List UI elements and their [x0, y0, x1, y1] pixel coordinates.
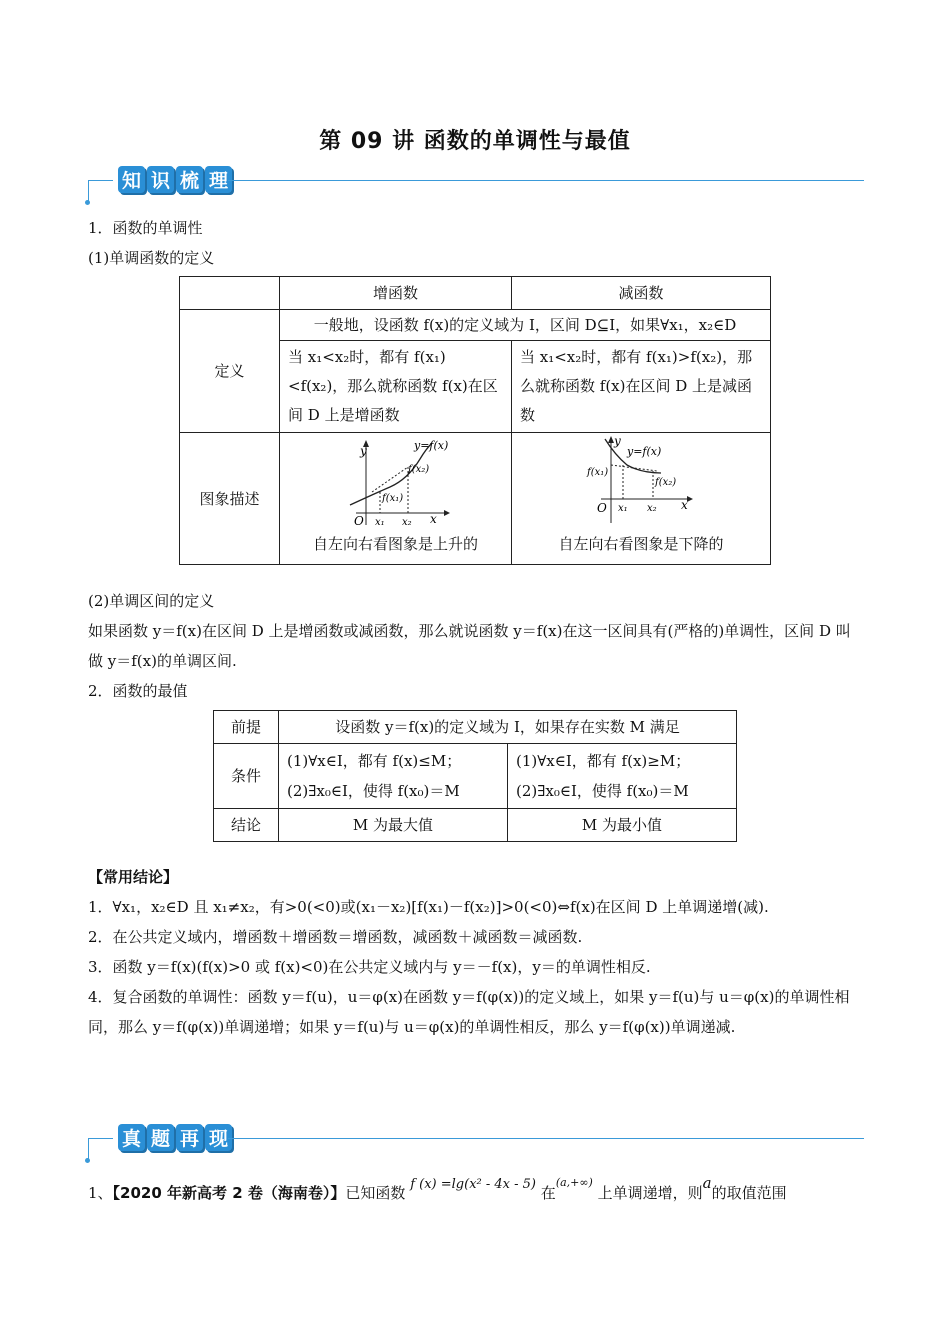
graph-x-label: x [681, 498, 688, 512]
graph-x1-label: x₁ [618, 503, 628, 514]
banner-char: 识 [147, 166, 174, 193]
banner-char: 题 [147, 1124, 174, 1151]
conclusion-label: 结论 [214, 809, 279, 842]
problem-formula: f (x) =lg(x² - 4x - 5) [410, 1177, 537, 1192]
premise-label: 前提 [214, 711, 279, 744]
problem-interval: (a,+∞) [555, 1176, 593, 1189]
graph-x-label: x [429, 512, 437, 526]
max-condition-2: (2)∃x₀∈I，使得 f(x₀)＝M [287, 782, 460, 800]
row-graph-label: 图象描述 [180, 433, 280, 565]
min-condition-1: (1)∀x∈I，都有 f(x)≥M； [516, 752, 691, 770]
graph-fx-label: y=f(x) [627, 445, 662, 458]
max-conclusion: M 为最大值 [279, 809, 508, 842]
definition-decreasing: 当 x₁<x₂时，都有 f(x₁)>f(x₂)，那么就称函数 f(x)在区间 D 上是减函数 [512, 341, 771, 433]
graph-x1-label: x₁ [374, 517, 385, 528]
banner-char: 梳 [176, 166, 203, 193]
interval-definition: 如果函数 y＝f(x)在区间 D 上是增函数或减函数，那么就说函数 y＝f(x)在这一区间具有(严格的)单调性，区间 D 叫做 y＝f(x)的单调区间. [88, 622, 851, 670]
graph-fx2-label: f(x₂) [655, 477, 677, 488]
problem-text: 上单调递增，则 [597, 1184, 703, 1202]
section-banner-past-exams [88, 1124, 864, 1158]
graph-fx-label: y=f(x) [413, 439, 448, 452]
graph-y-label: y [614, 435, 621, 448]
monotonic-table [179, 276, 771, 565]
graph-fx1-label: f(x₁) [381, 493, 403, 504]
section-1-heading: 1．函数的单调性 [88, 219, 203, 237]
problem-source: 【2020 年新高考 2 卷（海南卷）】 [112, 1184, 346, 1202]
graph-decreasing-cell [512, 433, 771, 565]
conclusion-item: 3．函数 y＝f(x)(f(x)>0 或 f(x)<0)在公共定义域内与 y＝－f(x)，y＝的单调性相反. [88, 958, 651, 976]
graph-increasing-cell [280, 433, 512, 565]
increasing-graph [336, 437, 456, 529]
condition-label: 条件 [214, 744, 279, 809]
max-condition-1: (1)∀x∈I，都有 f(x)≤M； [287, 752, 462, 770]
graph-fx1-label: f(x₁) [587, 467, 609, 478]
problem-text: 已知函数 [345, 1184, 406, 1202]
subsection-2-heading: (2)单调区间的定义 [88, 592, 215, 610]
problem-text: 在 [540, 1184, 556, 1202]
page-title: 第 09 讲 函数的单调性与最值 [319, 129, 631, 154]
header-decreasing: 减函数 [512, 277, 771, 310]
problem-1 [88, 1174, 864, 1210]
problem-text: 的取值范围 [711, 1184, 787, 1202]
graph-y-label: y [359, 444, 367, 458]
min-condition-2: (2)∃x₀∈I，使得 f(x₀)＝M [516, 782, 689, 800]
graph-x2-label: x₂ [647, 503, 657, 514]
banner-char: 理 [205, 166, 232, 193]
graph-fx2-label: f(x₂) [407, 464, 429, 475]
section-2-heading: 2．函数的最值 [88, 682, 188, 700]
banner-char: 真 [118, 1124, 145, 1151]
caption-decreasing: 自左向右看图象是下降的 [558, 535, 724, 553]
common-conclusions-heading: 【常用结论】 [88, 868, 179, 886]
conclusion-item: 1．∀x₁，x₂∈D 且 x₁≠x₂，有>0(<0)或(x₁－x₂)[f(x₁)－f(x₂)]>0(<0)⇔f(x)在区间 D 上单调递增(减). [88, 898, 769, 916]
extremum-table [213, 710, 737, 842]
problem-variable: a [702, 1174, 712, 1192]
row-definition-label: 定义 [180, 310, 280, 433]
graph-x2-label: x₂ [401, 517, 412, 528]
subsection-1-heading: (1)单调函数的定义 [88, 249, 215, 267]
definition-increasing: 当 x₁<x₂时，都有 f(x₁)<f(x₂)，那么就称函数 f(x)在区间 D 上是增函数 [280, 341, 512, 433]
premise-text: 设函数 y＝f(x)的定义域为 I，如果存在实数 M 满足 [279, 711, 737, 744]
section-banner-knowledge [88, 166, 864, 200]
conclusion-item: 4．复合函数的单调性：函数 y＝f(u)，u＝φ(x)在函数 y＝f(φ(x))的定义域上，如果 y＝f(u)与 u＝φ(x)的单调性相同，那么 y＝f(φ(x))单调递增；如果 y＝f(u)与 u＝φ(x)的单调性相反，那么 y＝f(φ(x))单调递减. [88, 988, 850, 1036]
graph-origin-label: O [353, 514, 364, 528]
graph-origin-label: O [597, 501, 607, 515]
definition-common: 一般地，设函数 f(x)的定义域为 I，区间 D⊆I，如果∀x₁，x₂∈D [280, 310, 771, 341]
banner-char: 现 [205, 1124, 232, 1151]
problem-number: 1、 [88, 1184, 113, 1202]
conclusion-item: 2．在公共定义域内，增函数＋增函数＝增函数，减函数＋减函数＝减函数. [88, 928, 583, 946]
decreasing-graph [581, 435, 701, 527]
banner-char: 知 [118, 166, 145, 193]
banner-char: 再 [176, 1124, 203, 1151]
caption-increasing: 自左向右看图象是上升的 [312, 535, 478, 553]
header-increasing: 增函数 [280, 277, 512, 310]
min-conclusion: M 为最小值 [508, 809, 737, 842]
